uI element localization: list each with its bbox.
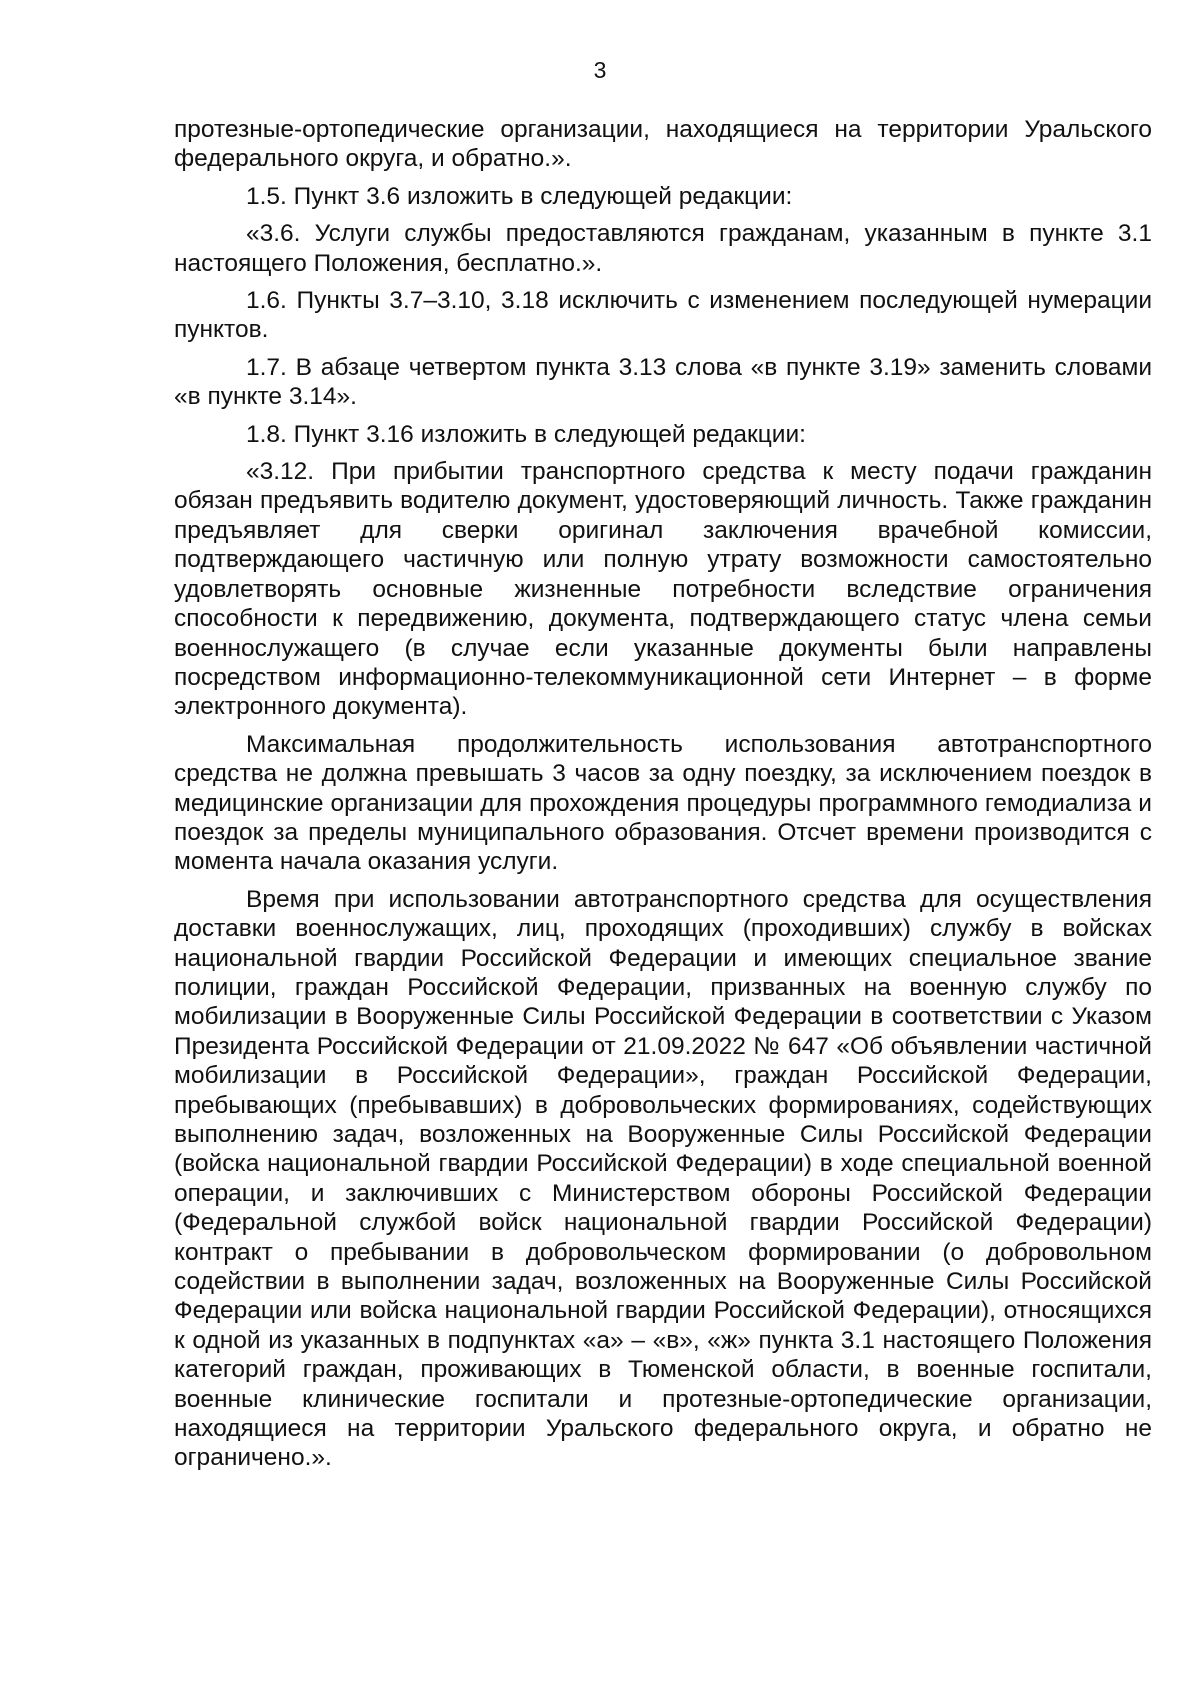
paragraph-max-duration: Максимальная продолжительность использования автотранспортного средства не должна превышать 3 часов за одну поездку, за исключением поездок в медицинские организации для прохождения процедуры программного гемодиализа и поездок за пределы муниципального образования. Отсчет времени производится с момента начала оказания услуги. [174, 730, 1152, 876]
paragraph-item-1-8: 1.8. Пункт 3.16 изложить в следующей редакции: [246, 420, 806, 448]
document-body [174, 115, 1152, 1481]
paragraph-item-1-7: 1.7. В абзаце четвертом пункта 3.13 слова «в пункте 3.19» заменить словами «в пункте 3.14». [174, 353, 1152, 411]
paragraph-item-1-5: 1.5. Пункт 3.6 изложить в следующей редакции: [246, 182, 793, 210]
paragraph-time-unlimited: Время при использовании автотранспортного средства для осуществления доставки военнослужащих, лиц, проходящих (проходивших) службу в войсках национальной гвардии Российской Федерации и имеющих специальное звание полиции, граждан Российской Федерации, призванных на военную службу по мобилизации в Вооруженные Силы Российской Федерации в соответствии с Указом Президента Российской Федерации от 21.09.2022 № 647 «Об объявлении частичной мобилизации в Российской Федерации», граждан Российской Федерации, пребывающих (пребывавших) в добровольческих формированиях, содействующих выполнению задач, возложенных на Вооруженные Силы Российской Федерации (войска национальной гвардии Российской Федерации) в ходе специальной военной операции, и заключивших с Министерством обороны Российской Федерации (Федеральной службой войск национальной гвардии Российской Федерации) контракт о пребывании в добровольческом формировании (о добровольном содействии в выполнении задач, возложенных на Вооруженные Силы Российской Федерации или войска национальной гвардии Российской Федерации), относящихся к одной из указанных в подпунктах «а» – «в», «ж» пункта 3.1 настоящего Положения категорий граждан, проживающих в Тюменской области, в военные госпитали, военные клинические госпитали и протезные-ортопедические организации, находящиеся на территории Уральского федерального округа, и обратно не ограничено.». [174, 885, 1152, 1472]
paragraph-item-1-6: 1.6. Пункты 3.7–3.10, 3.18 исключить с изменением последующей нумерации пунктов. [174, 287, 1152, 344]
paragraph-quote-3-12: «3.12. При прибытии транспортного средства к месту подачи гражданин обязан предъявить водителю документ, удостоверяющий личность. Также гражданин предъявляет для сверки оригинал заключения врачебной комиссии, подтверждающего частичную или полную утрату возможности самостоятельно удовлетворять основные жизненные потребности вследствие ограничения способности к передвижению, документа, подтверждающего статус члена семьи военнослужащего (в случае если указанные документы были направлены посредством информационно-телекоммуникационной сети Интернет – в форме электронного документа). [174, 458, 1152, 721]
page-number: 3 [593, 57, 607, 83]
paragraph-quote-3-6: «3.6. Услуги службы предоставляются гражданам, указанным в пункте 3.1 настоящего Положения, бесплатно.». [174, 220, 1152, 277]
paragraph-continuation: протезные-ортопедические организации, находящиеся на территории Уральского федерального округа, и обратно.». [174, 116, 1152, 173]
